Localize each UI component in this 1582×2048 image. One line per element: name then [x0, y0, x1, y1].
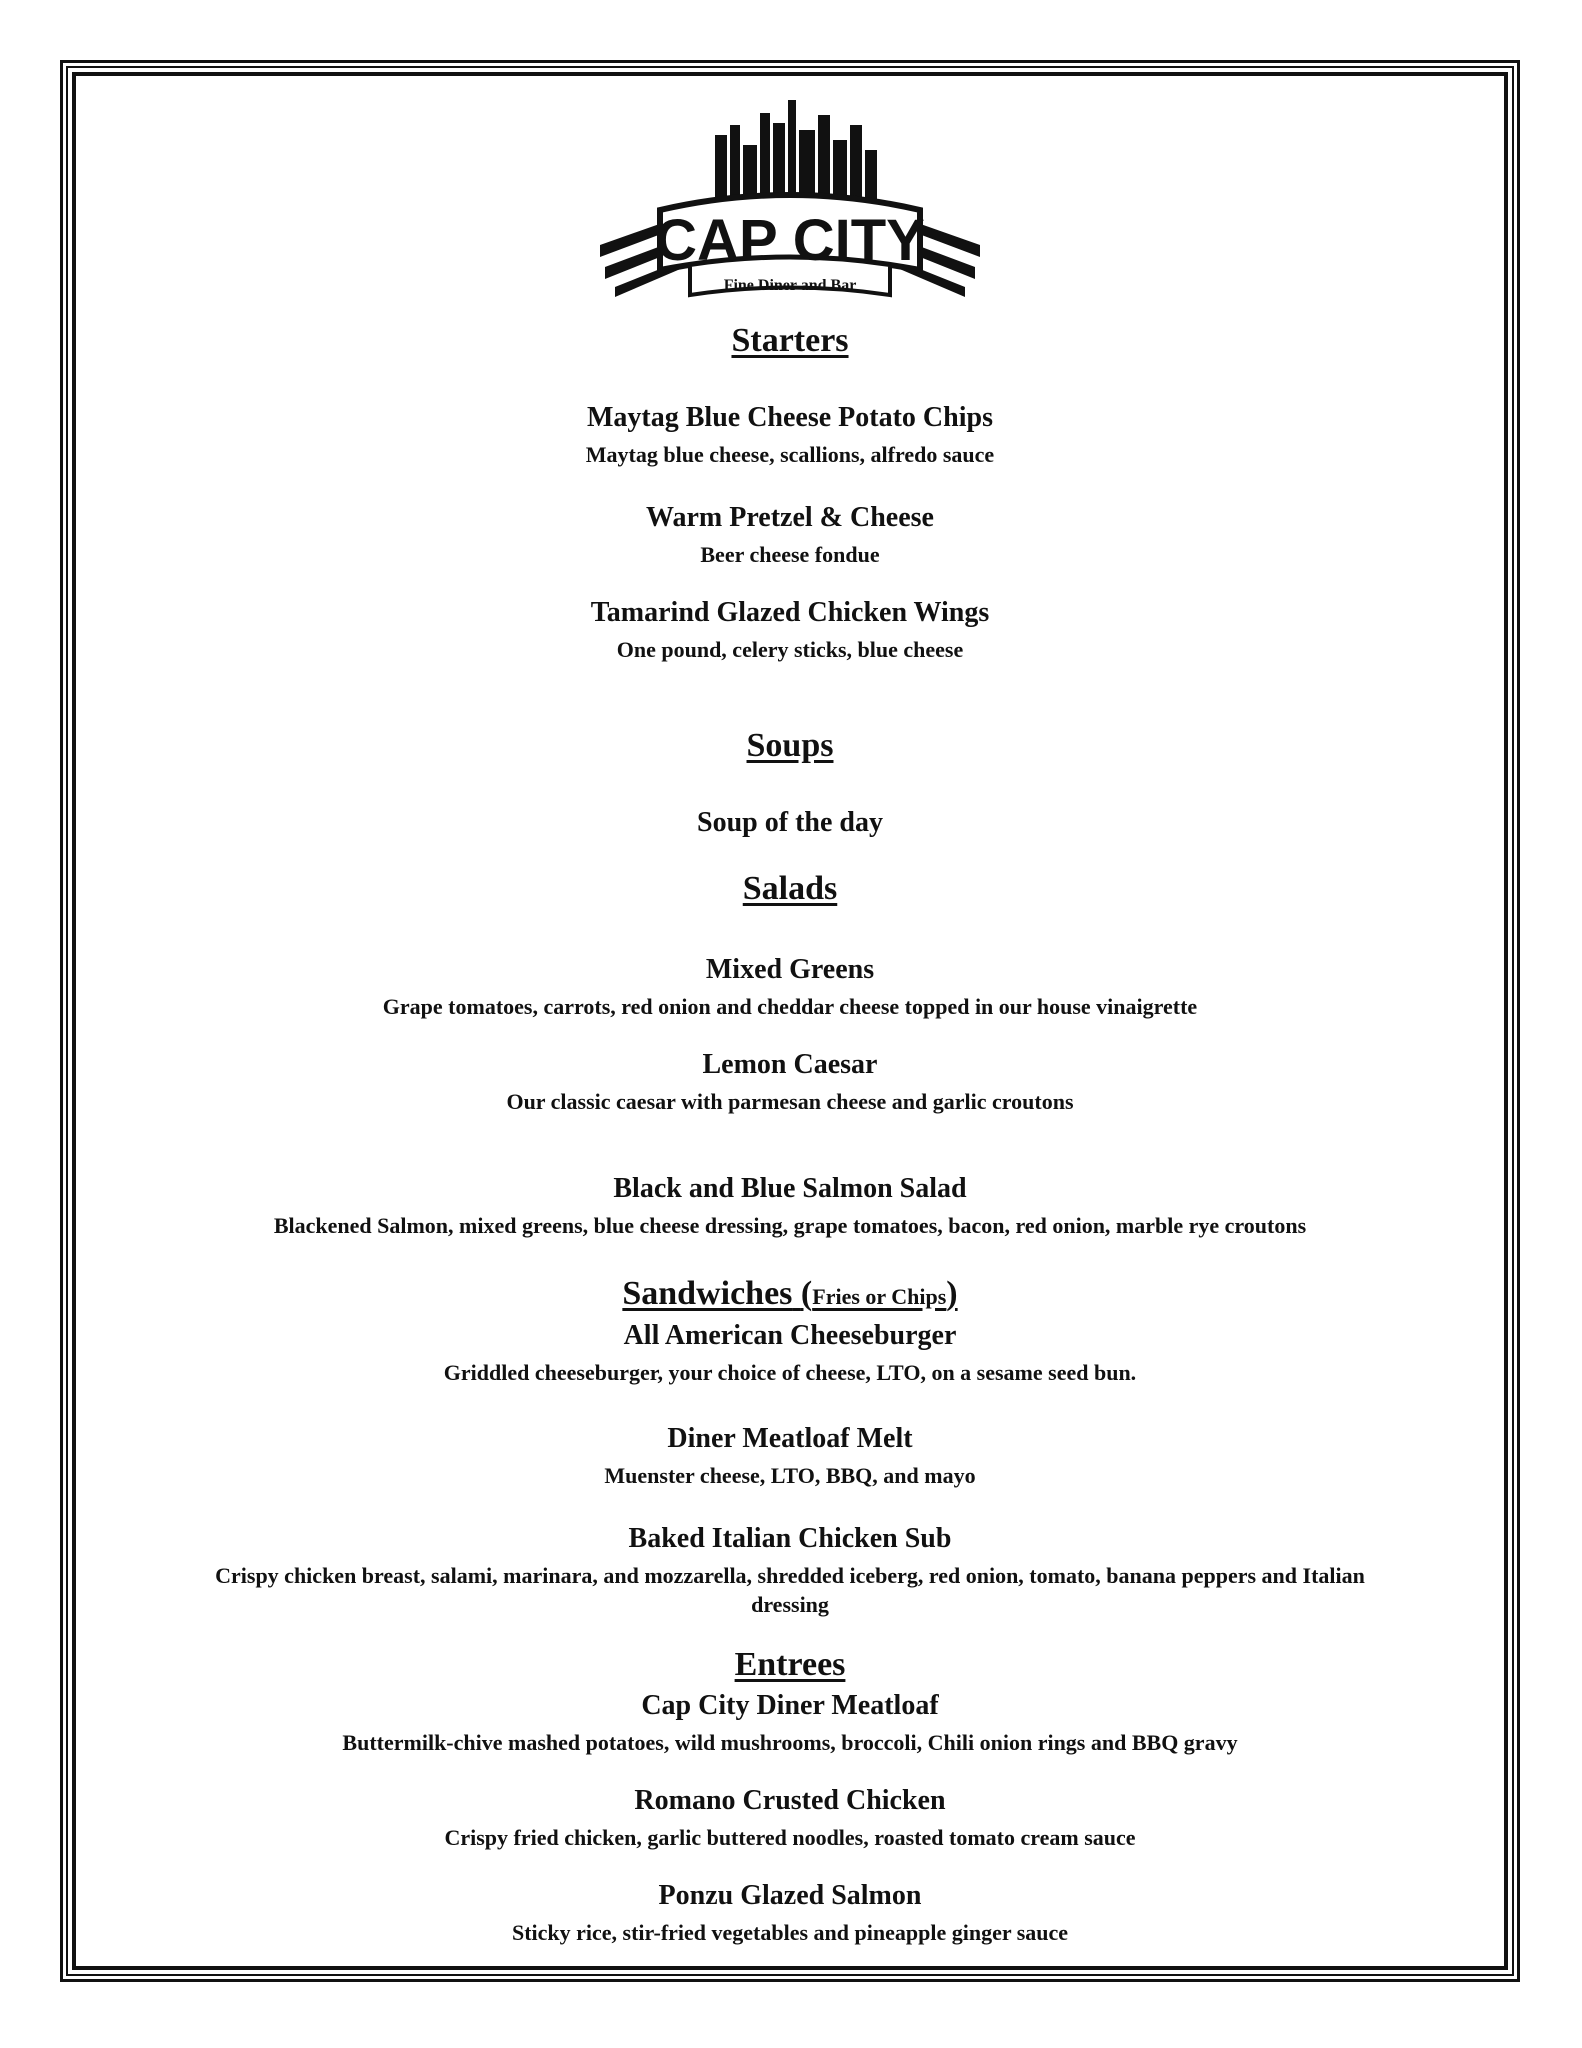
menu-item-description: Crispy chicken breast, salami, marinara, and mozzarella, shredded iceberg, red onion, tomato, banana peppers and Italian: [215, 1563, 1365, 1588]
section-title-starters: Starters: [731, 322, 849, 359]
menu-item-name: Diner Meatloaf Melt: [667, 1423, 913, 1454]
section-title-salads: Salads: [742, 870, 838, 907]
menu-item-description: Our classic caesar with parmesan cheese and garlic croutons: [506, 1089, 1074, 1114]
menu-item-name: Baked Italian Chicken Sub: [628, 1523, 952, 1554]
menu-item-description: Muenster cheese, LTO, BBQ, and mayo: [604, 1463, 976, 1488]
menu-item-name: All American Cheeseburger: [623, 1320, 957, 1351]
menu-item-name: Black and Blue Salmon Salad: [613, 1173, 967, 1204]
menu-item-description: Beer cheese fondue: [700, 542, 880, 567]
menu-item-description: Maytag blue cheese, scallions, alfredo sauce: [585, 442, 995, 467]
menu-item-name: Mixed Greens: [705, 954, 875, 985]
menu-item-description: Blackened Salmon, mixed greens, blue cheese dressing, grape tomatoes, bacon, red onion, marble rye croutons: [273, 1213, 1307, 1238]
menu-item-description: Sticky rice, stir-fried vegetables and pineapple ginger sauce: [511, 1920, 1069, 1945]
menu-item-name: Ponzu Glazed Salmon: [658, 1880, 922, 1911]
menu-item-name: Tamarind Glazed Chicken Wings: [590, 597, 990, 628]
sandwiches-side-note: Fries or Chips: [812, 1284, 947, 1309]
menu-item-name: Warm Pretzel & Cheese: [646, 502, 934, 533]
menu-item-name: Maytag Blue Cheese Potato Chips: [587, 402, 993, 433]
menu-item-name: Cap City Diner Meatloaf: [641, 1690, 939, 1721]
cap-city-logo: [600, 95, 980, 315]
menu-item-description: Crispy fried chicken, garlic buttered noodles, roasted tomato cream sauce: [444, 1825, 1136, 1850]
menu-item-name: Soup of the day: [697, 807, 883, 838]
menu-item-description: Grape tomatoes, carrots, red onion and cheddar cheese topped in our house vinaigrette: [382, 994, 1198, 1019]
section-title-sandwiches-label: Sandwiches: [622, 1275, 793, 1312]
menu-item-description: One pound, celery sticks, blue cheese: [616, 637, 964, 662]
menu-item-description-continued: dressing: [751, 1592, 829, 1617]
sandwiches-note-open: (: [800, 1275, 813, 1312]
section-title-soups: Soups: [746, 727, 834, 764]
logo-wordmark: CAP CITY: [655, 208, 925, 273]
menu-item-name: Lemon Caesar: [702, 1049, 878, 1080]
section-title-entrees: Entrees: [734, 1646, 846, 1683]
section-title-sandwiches: [80, 1275, 1500, 1313]
logo-tagline: Fine Diner and Bar: [723, 277, 857, 294]
menu-item-description: Buttermilk-chive mashed potatoes, wild mushrooms, broccoli, Chili onion rings and BBQ gravy: [342, 1730, 1238, 1755]
menu-item-name: Romano Crusted Chicken: [634, 1785, 946, 1816]
sandwiches-note-close: ): [946, 1275, 958, 1312]
menu-item-description: Griddled cheeseburger, your choice of cheese, LTO, on a sesame seed bun.: [443, 1360, 1137, 1385]
